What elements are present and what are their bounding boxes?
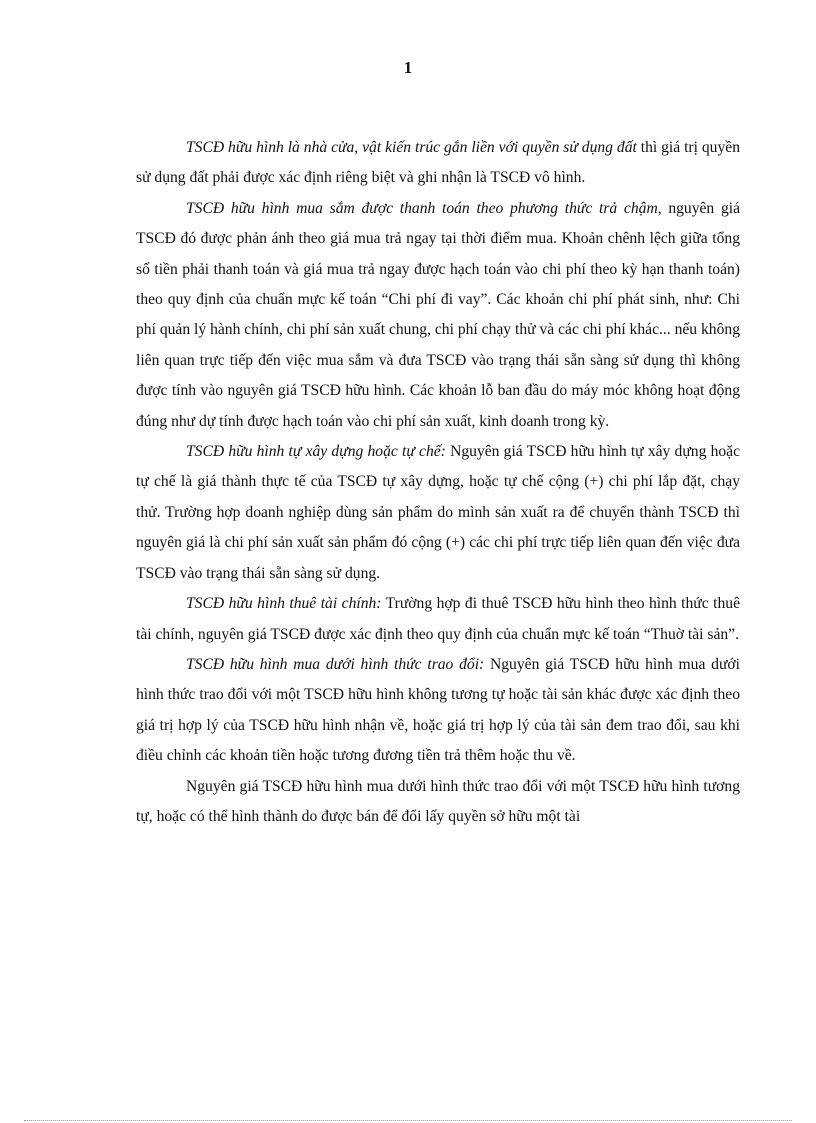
paragraph-land-use-rights: [136, 133, 740, 194]
paragraph-text: Nguyên giá TSCĐ hữu hình mua dưới hình thức trao đổi với một TSCĐ hữu hình không tương tự hoặc tài sản khác được xác định theo giá trị hợp lý của TSCĐ hữu hình nhận về, hoặc giá trị hợp lý của tài sản đem trao đổi, sau khi điều chỉnh các khoản tiền hoặc tương đương tiền trả thêm hoặc thu về.: [136, 655, 740, 765]
paragraph-lead: TSCĐ hữu hình tự xây dựng hoặc tự chế:: [186, 443, 446, 461]
paragraph-lead: TSCĐ hữu hình mua dưới hình thức trao đổi:: [186, 655, 485, 673]
paragraph-exchange: [136, 650, 740, 772]
document-body: [136, 133, 740, 832]
paragraph-text: thì giá trị quyền sử dụng đất phải được xác định riêng biệt và ghi nhận là TSCĐ vô hình.: [136, 139, 740, 187]
paragraph-finance-lease: [136, 589, 740, 650]
paragraph-text: Trường hợp đi thuê TSCĐ hữu hình theo hình thức thuê tài chính, nguyên giá TSCĐ được xác định theo quy định của chuẩn mực kế toán “Thuờ tài sản”.: [136, 595, 740, 643]
paragraph-lead: TSCĐ hữu hình là nhà cửa, vật kiến trúc gắn liền với quyền sử dụng đất: [186, 139, 637, 156]
footer-divider: [24, 1120, 792, 1121]
paragraph-text: , nguyên giá TSCĐ đó được phản ánh theo giá mua trả ngay tại thời điểm mua. Khoản chênh lệch giữa tổng số tiền phải thanh toán và giá mua trả ngay được hạch toán vào chi phí theo kỳ hạn thanh toán) theo quy định của chuẩn mực kế toán “Chi phí đi vay”. Các khoản chi phí phát sinh, như: Chi phí quản lý hành chính, chi phí sản xuất chung, chi phí chạy thử và các chi phí khác... nếu không liên quan trực tiếp đến việc mua sắm và đưa TSCĐ vào trạng thái sẵn sàng sử dụng thì không được tính vào nguyên giá TSCĐ hữu hình. Các khoản lỗ ban đầu do máy móc không hoạt động đúng như dự tính được hạch toán vào chi phí sản xuất, kinh doanh trong kỳ.: [136, 199, 740, 430]
paragraph-deferred-payment: [136, 194, 740, 437]
paragraph-text: Nguyên giá TSCĐ hữu hình tự xây dựng hoặc tự chế là giá thành thực tế của TSCĐ tự xây dựng, hoặc tự chế cộng (+) chi phí lắp đặt, chạy thử. Trường hợp doanh nghiệp dùng sản phẩm do mình sản xuất ra để chuyển thành TSCĐ thì nguyên giá là chi phí sản xuất sản phẩm đó cộng (+) các chi phí trực tiếp liên quan đến việc đưa TSCĐ vào trạng thái sẵn sàng sử dụng.: [136, 443, 741, 582]
page-number: 1: [403, 58, 413, 77]
paragraph-lead: TSCĐ hữu hình thuê tài chính:: [186, 595, 382, 613]
paragraph-text: Nguyên giá TSCĐ hữu hình mua dưới hình thức trao đổi với một TSCĐ hữu hình tương tự, hoặc có thể hình thành do được bán để đổi lấy quyền sở hữu một tài: [136, 777, 740, 825]
paragraph-self-constructed: [136, 437, 740, 589]
paragraph-lead: TSCĐ hữu hình mua sắm được thanh toán theo phương thức trả chậm: [186, 199, 658, 217]
paragraph-similar-exchange: [136, 772, 740, 833]
